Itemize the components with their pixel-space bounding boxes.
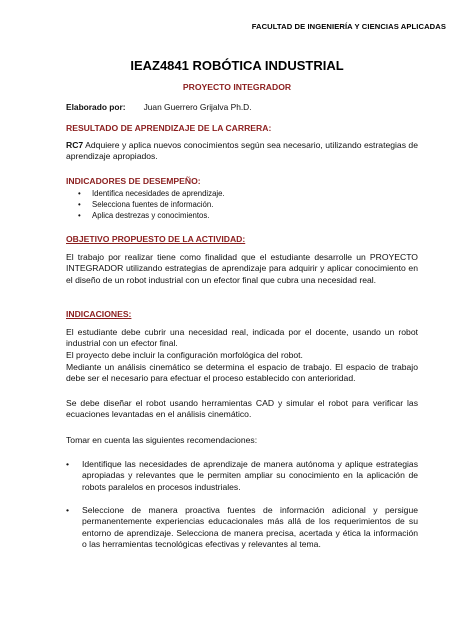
author-line [66, 102, 418, 112]
instructions-paragraph: Se debe diseñar el robot usando herramientas CAD y simular el robot para verificar las ecuaciones levantadas en el análisis cinemático. [66, 398, 418, 420]
learning-outcome-heading: RESULTADO DE APRENDIZAJE DE LA CARRERA: [66, 123, 272, 133]
instructions-paragraph: Mediante un análisis cinemático se determina el espacio de trabajo. El espacio de trabajo debe ser el necesario para efectuar el proceso establecido con anterioridad. [66, 362, 418, 384]
recommendations-intro: Tomar en cuenta las siguientes recomendaciones: [66, 435, 258, 445]
learning-outcome-code: RC7 [66, 140, 84, 150]
objective-text: El trabajo por realizar tiene como finalidad que el estudiante desarrolle un PROYECTO INTEGRADOR utilizando estrategias de aprendizaje para adquirir y aplicar conocimiento en el diseño de un robot industrial con un efector final que cubra una necesidad real. [66, 252, 418, 285]
learning-outcome-description: Adquiere y aplica nuevos conocimientos según sea necesario, utilizando estrategias de aprendizaje apropiados. [66, 140, 418, 162]
author-label: Elaborado por: [66, 102, 126, 112]
indicators-list [66, 188, 418, 221]
course-title: IEAZ4841 ROBÓTICA INDUSTRIAL [130, 58, 344, 73]
list-item: • Seleccione de manera proactiva fuentes de información adicional y persigue permanentemente experiencias educacionales más allá de los requerimientos de su entorno de aprendizaje. Selecciona de manera precisa, acertada y ética la información o las herramientas tecnológicas efectivas y relevantes al tema. [66, 505, 418, 551]
project-title: PROYECTO INTEGRADOR [182, 82, 292, 92]
learning-outcome-text [66, 140, 418, 163]
instructions-heading: INDICACIONES: [66, 309, 132, 319]
recommendations-list [66, 459, 418, 493]
list-item: • Identifica necesidades de aprendizaje. [66, 188, 418, 199]
indicators-heading: INDICADORES DE DESEMPEÑO: [66, 176, 201, 186]
list-item: • Selecciona fuentes de información. [66, 199, 418, 210]
faculty-header: FACULTAD DE INGENIERÍA Y CIENCIAS APLICADAS [251, 22, 446, 31]
recommendations-list [66, 505, 418, 551]
author-name: Juan Guerrero Grijalva Ph.D. [143, 102, 252, 112]
list-item: • Aplica destrezas y conocimientos. [66, 210, 418, 221]
instructions-paragraph: El proyecto debe incluir la configuración morfológica del robot. [66, 350, 303, 360]
instructions-paragraph: El estudiante debe cubrir una necesidad real, indicada por el docente, usando un robot industrial con un efector final. [66, 327, 418, 349]
objective-heading: OBJETIVO PROPUESTO DE LA ACTIVIDAD: [66, 234, 246, 244]
list-item: • Identifique las necesidades de aprendizaje de manera autónoma y aplique estrategias apropiadas y relevantes que le permiten ampliar su conocimiento en la aplicación de robots paralelos en procesos industriales. [66, 459, 418, 493]
